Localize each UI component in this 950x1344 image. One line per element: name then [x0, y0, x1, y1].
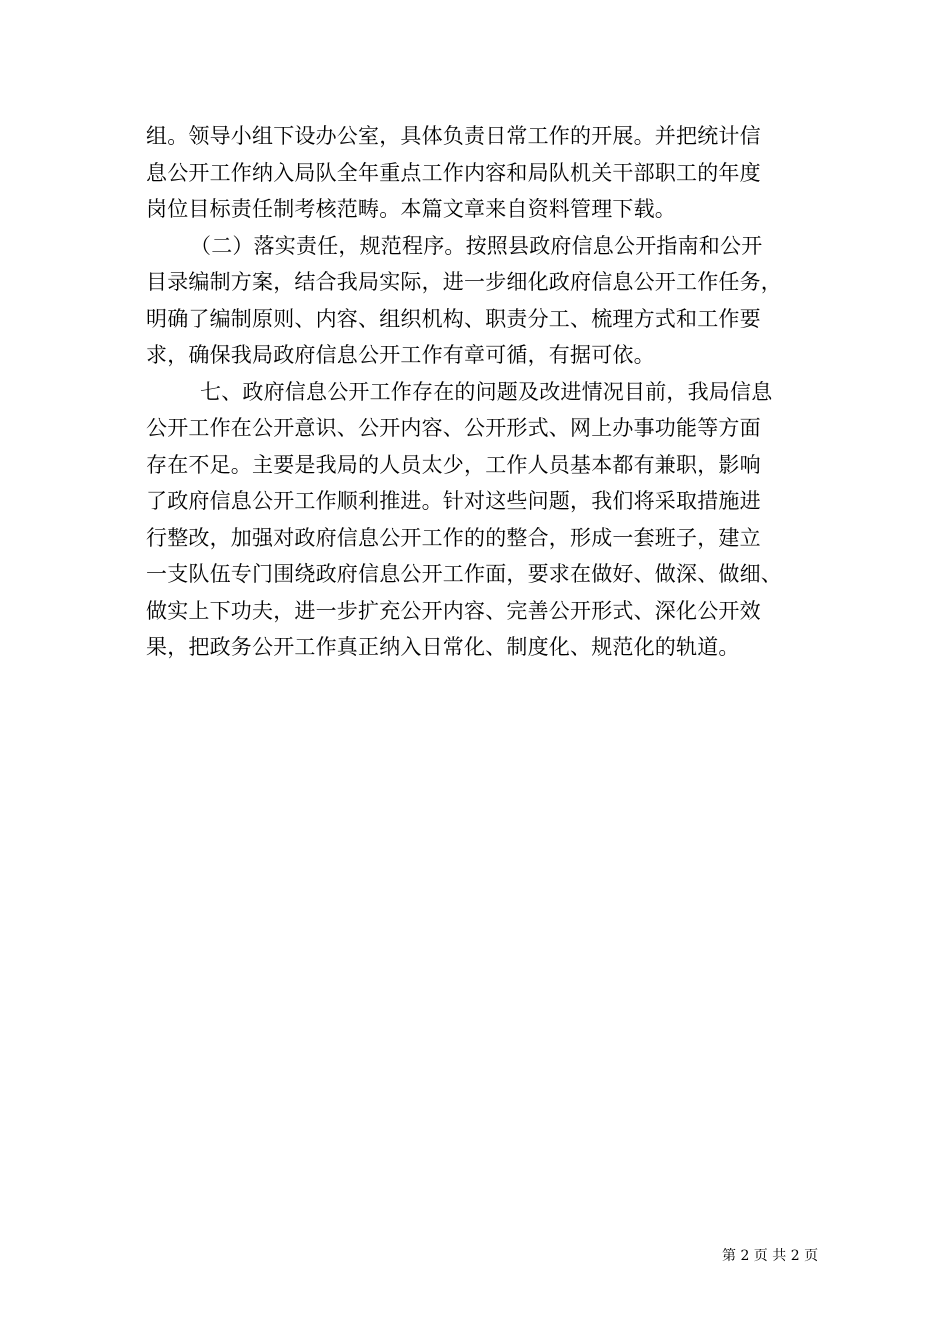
paragraph-3-line-4: 了政府信息公开工作顺利推进。针对这些问题，我们将采取措施进 — [146, 489, 761, 513]
paragraph-3-line-7: 做实上下功夫，进一步扩充公开内容、完善公开形式、深化公开效 — [146, 598, 761, 623]
paragraph-3-line-3: 存在不足。主要是我局的人员太少，工作人员基本都有兼职，影响 — [146, 452, 761, 477]
paragraph-3-line-8: 果，把政务公开工作真正纳入日常化、制度化、规范化的轨道。 — [146, 635, 740, 659]
paragraph-1-line-3: 岗位目标责任制考核范畴。本篇文章来自资料管理下载。 — [146, 197, 676, 221]
page-number-footer: 第 2 页 共 2 页 — [722, 1248, 819, 1264]
paragraph-1-line-2: 息公开工作纳入局队全年重点工作内容和局队机关干部职工的年度 — [146, 160, 761, 185]
paragraph-2-line-1: （二）落实责任，规范程序。按照县政府信息公开指南和公开 — [190, 233, 763, 258]
document-body — [146, 118, 810, 666]
paragraph-2-line-3: 明确了编制原则、内容、组织机构、职责分工、梳理方式和工作要 — [146, 306, 761, 331]
paragraph-3-line-6: 一支队伍专门围绕政府信息公开工作面，要求在做好、做深、做细、 — [146, 562, 782, 586]
paragraph-1-line-1: 组。领导小组下设办公室，具体负责日常工作的开展。并把统计信 — [146, 124, 761, 148]
paragraph-3-line-2: 公开工作在公开意识、公开内容、公开形式、网上办事功能等方面 — [146, 416, 761, 440]
paragraph-2-line-4: 求，确保我局政府信息公开工作有章可循，有据可依。 — [146, 343, 655, 367]
paragraph-3-line-5: 行整改，加强对政府信息公开工作的的整合，形成一套班子，建立 — [146, 525, 761, 550]
paragraph-2-line-2: 目录编制方案，结合我局实际，进一步细化政府信息公开工作任务， — [146, 270, 782, 294]
paragraph-3-line-1: 七、政府信息公开工作存在的问题及改进情况目前，我局信息 — [200, 379, 773, 404]
